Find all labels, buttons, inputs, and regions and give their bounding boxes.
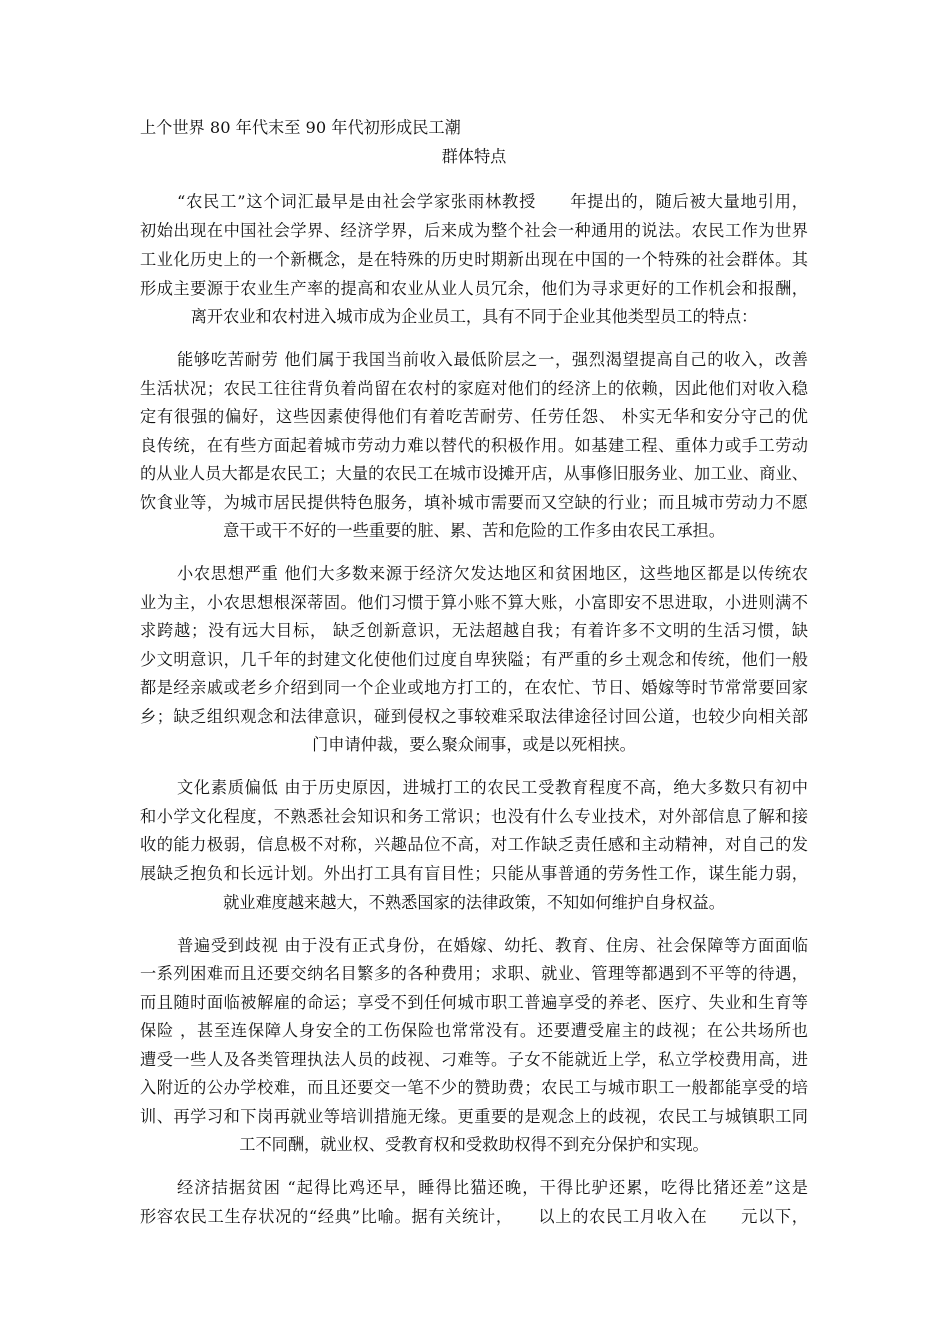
paragraph-line: 工不同酬，就业权、受教育权和受救助权得不到充分保护和实现。: [239, 1135, 709, 1154]
paragraph-line: 门申请仲裁，要么聚众闹事，或是以死相挟。: [312, 735, 636, 754]
paragraph-line: 少文明意识，几千年的封建文化使他们过度自卑狭隘；有严重的乡土观念和传统，他们一般: [140, 650, 808, 669]
paragraph-line: 展缺乏抱负和长远计划。外出打工具有盲目性；只能从事普通的劳务性工作，谋生能力弱，: [140, 864, 808, 883]
paragraph-line: 小农思想严重 他们大多数来源于经济欠发达地区和贫困地区，这些地区都是以传统农: [177, 564, 808, 583]
paragraph-line: 经济拮据贫困 “起得比鸡还早，睡得比猫还晚，干得比驴还累，吃得比猪还差”这是: [177, 1178, 808, 1197]
page-title: 上个世界 80 年代末至 90 年代初形成民工潮: [140, 118, 461, 137]
paragraph-line: 普遍受到歧视 由于没有正式身份，在婚嫁、幼托、教育、住房、社会保障等方面面临: [177, 936, 808, 955]
paragraph-line: 遭受一些人及各类管理执法人员的歧视、刁难等。子女不能就近上学，私立学校费用高，进: [140, 1050, 808, 1069]
paragraph-line: 就业难度越来越大，不熟悉国家的法律政策，不知如何维护自身权益。: [223, 893, 725, 912]
paragraph-line: 求跨越；没有远大目标， 缺乏创新意识，无法超越自我；有着许多不文明的生活习惯，缺: [140, 621, 808, 640]
paragraph-line: 收的能力极弱，信息极不对称，兴趣品位不高，对工作缺乏责任感和主动精神，对自己的发: [140, 835, 808, 854]
paragraph-line: “农民工”这个词汇最早是由社会学家张雨林教授 年提出的，随后被大量地引用，: [177, 192, 808, 211]
paragraph-line: 初始出现在中国社会学界、经济学界，后来成为整个社会一种通用的说法。农民工作为世界: [140, 221, 808, 240]
paragraph-line: 形成主要源于农业生产率的提高和农业从业人员冗余，他们为寻求更好的工作机会和报酬，: [140, 279, 808, 298]
paragraph-line: 定有很强的偏好，这些因素使得他们有着吃苦耐劳、任劳任怨、 朴实无华和安分守己的优: [140, 407, 808, 426]
paragraph-line: 训、再学习和下岗再就业等培训措施无缘。更重要的是观念上的歧视，农民工与城镇职工同: [140, 1107, 808, 1126]
paragraph-line: 保险 ，甚至连保障人身安全的工伤保险也常常没有。还要遭受雇主的歧视；在公共场所也: [140, 1021, 808, 1040]
paragraph-line: 良传统，在有些方面起着城市劳动力难以替代的积极作用。如基建工程、重体力或手工劳动: [140, 436, 808, 455]
paragraph-line: 乡；缺乏组织观念和法律意识，碰到侵权之事较难采取法律途径讨回公道，也较少向相关部: [140, 707, 808, 726]
paragraph-line: 的从业人员大都是农民工；大量的农民工在城市设摊开店，从事修旧服务业、加工业、商业、: [140, 464, 808, 483]
paragraph-line: 入附近的公办学校难，而且还要交一笔不少的赞助费；农民工与城市职工一般都能享受的培: [140, 1078, 808, 1097]
paragraph-line: 业为主，小农思想根深蒂固。他们习惯于算小账不算大账，小富即安不思进取，小进则满不: [140, 593, 808, 612]
paragraph-line: 都是经亲戚或老乡介绍到同一个企业或地方打工的，在农忙、节日、婚嫁等时节常常要回家: [140, 678, 808, 697]
paragraph-line: 能够吃苦耐劳 他们属于我国当前收入最低阶层之一，强烈渴望提高自己的收入，改善: [177, 350, 808, 369]
paragraph-line: 饮食业等，为城市居民提供特色服务，填补城市需要而又空缺的行业；而且城市劳动力不愿: [140, 493, 808, 512]
paragraph-line: 工业化历史上的一个新概念，是在特殊的历史时期新出现在中国的一个特殊的社会群体。其: [140, 250, 808, 269]
paragraph-line: 和小学文化程度，不熟悉社会知识和务工常识；也没有什么专业技术，对外部信息了解和接: [140, 807, 808, 826]
paragraph-line: 离开农业和农村进入城市成为企业员工，具有不同于企业其他类型员工的特点：: [190, 307, 758, 326]
paragraph-line: 而且随时面临被解雇的命运；享受不到任何城市职工普遍享受的养老、医疗、失业和生育等: [140, 993, 808, 1012]
paragraph-line: 形容农民工生存状况的“经典”比喻。据有关统计， 以上的农民工月收入在 元以下，: [140, 1207, 808, 1226]
paragraph-line: 意干或干不好的一些重要的脏、累、苦和危险的工作多由农民工承担。: [223, 521, 725, 540]
paragraph-line: 文化素质偏低 由于历史原因，进城打工的农民工受教育程度不高，绝大多数只有初中: [177, 778, 808, 797]
paragraph-line: 生活状况；农民工往往背负着尚留在农村的家庭对他们的经济上的依赖，因此他们对收入稳: [140, 379, 808, 398]
page-subtitle: 群体特点: [441, 147, 507, 166]
paragraph-line: 一系列困难而且还要交纳名目繁多的各种费用；求职、就业、管理等都遇到不平等的待遇，: [140, 964, 808, 983]
